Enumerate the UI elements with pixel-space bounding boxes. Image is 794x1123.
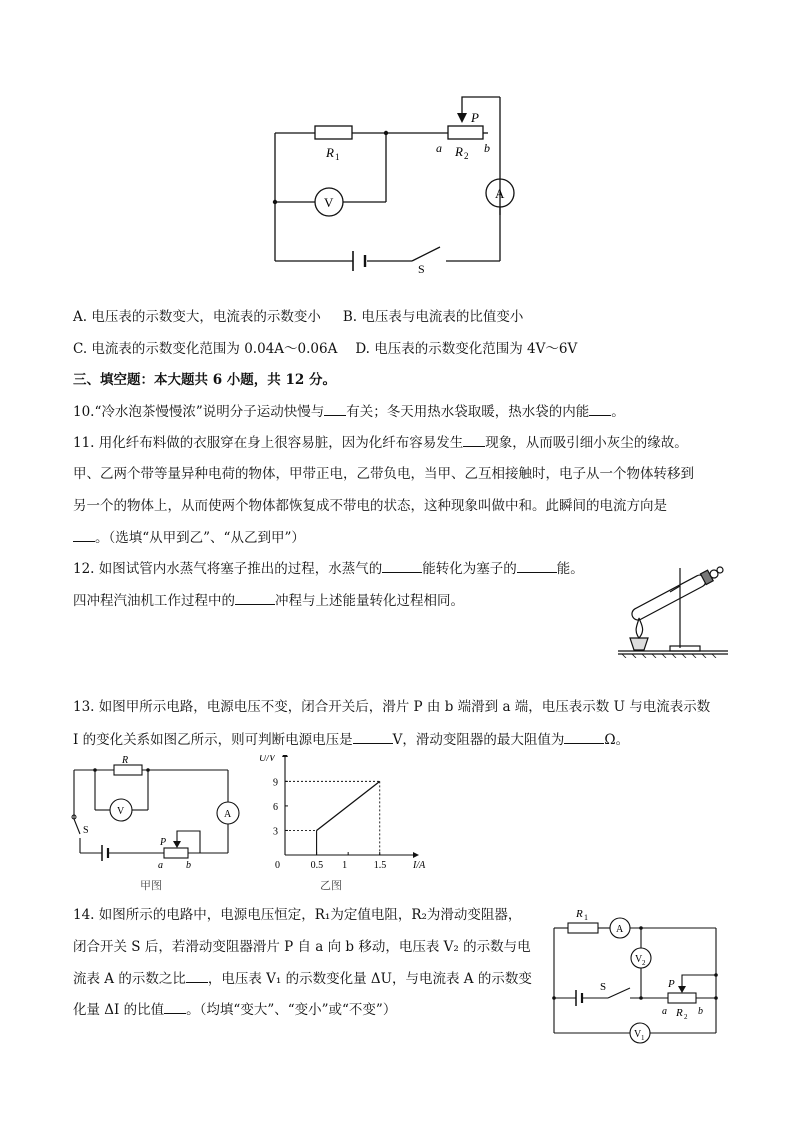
rheostat-r2 xyxy=(668,993,696,1003)
question-11-line2: 甲、乙两个带等量异种电荷的物体，甲带正电，乙带负电，当甲、乙互相接触时，电子从一个物体转移到 xyxy=(73,466,694,482)
series-line xyxy=(317,781,380,830)
question-11-line3: 另一个的物体上，从而使两个物体都恢复成不带电的状态，这种现象叫做中和。此瞬间的电流方向是 xyxy=(73,498,667,514)
rheostat-r2 xyxy=(448,126,483,139)
svg-text:R: R xyxy=(576,908,583,920)
svg-text:A: A xyxy=(616,924,624,935)
label-voltmeter: V xyxy=(324,195,334,210)
y-axis-arrow xyxy=(282,755,288,757)
blank[interactable] xyxy=(517,558,557,573)
svg-text:R: R xyxy=(122,755,129,766)
blank[interactable] xyxy=(164,999,186,1014)
x-tick-label: 1.5 xyxy=(373,860,387,871)
caption-jia: 甲图 xyxy=(140,880,162,892)
question-13-line1: 13. 如图甲所示电路，电源电压不变，闭合开关后，滑片 P 由 b 端滑到 a 端，电压表示数 U 与电流表示数 xyxy=(73,699,711,715)
label-switch: S xyxy=(418,262,425,276)
svg-text:V: V xyxy=(117,806,125,817)
x-tick-label: 0 xyxy=(275,860,280,871)
option-d: D. 电压表的示数变化范围为 4V～6V xyxy=(355,341,578,357)
svg-text:P: P xyxy=(160,837,167,848)
label-r2: R xyxy=(455,144,463,159)
question-12-line2: 四冲程汽油机工作过程中的 冲程与上述能量转化过程相同。 xyxy=(73,590,464,611)
y-axis-label: U/V xyxy=(259,755,276,764)
section-heading: 三、填空题：本大题共 6 小题，共 12 分。 xyxy=(73,372,336,388)
option-a: A. 电压表的示数变大，电流表的示数变小 xyxy=(73,309,321,325)
y-tick-label: 6 xyxy=(273,801,278,813)
blank[interactable] xyxy=(186,968,208,983)
q14-circuit-diagram xyxy=(550,903,725,1045)
option-a-b-row xyxy=(73,307,523,327)
slider-arrow xyxy=(457,113,467,123)
option-b: B. 电压表与电流表的比值变小 xyxy=(342,309,524,325)
y-tick-label: 9 xyxy=(273,777,278,789)
resistor-r1 xyxy=(568,923,598,933)
svg-text:1: 1 xyxy=(335,152,340,162)
question-13-line2: I 的变化关系如图乙所示，则可判断电源电压是 V，滑动变阻器的最大阻值为 Ω。 xyxy=(73,729,629,750)
question-11-line4: 。（选填“从甲到乙”、“从乙到甲”） xyxy=(73,527,305,548)
label-p: P xyxy=(471,110,479,125)
svg-text:1: 1 xyxy=(641,1034,645,1042)
blank[interactable] xyxy=(589,401,611,416)
x-axis-label: I/A xyxy=(413,860,426,871)
svg-text:P: P xyxy=(668,978,675,990)
rheostat xyxy=(164,848,188,858)
question-12-line1: 12. 如图试管内水蒸气将塞子推出的过程，水蒸气的 能转化为塞子的 能。 xyxy=(73,558,584,579)
svg-text:b: b xyxy=(186,860,191,871)
question-14-line3: 流表 A 的示数之比 ，电压表 V₁ 的示数变化量 ΔU，与电流表 A 的示数变 xyxy=(73,968,532,989)
svg-text:A: A xyxy=(224,809,232,820)
y-tick-label: 3 xyxy=(273,826,278,838)
svg-text:a: a xyxy=(662,1006,667,1017)
option-c: C. 电流表的示数变化范围为 0.04A～0.06A xyxy=(73,341,338,357)
question-14-line2: 闭合开关 S 后，若滑动变阻器滑片 P 自 a 向 b 移动，电压表 V₂ 的示数与电 xyxy=(73,939,531,955)
top-circuit-diagram xyxy=(260,95,530,285)
question-11-line1: 11. 用化纤布料做的衣服穿在身上很容易脏，因为化纤布容易发生 现象，从而吸引细小灰尘的缘故。 xyxy=(73,432,688,453)
x-axis-arrow xyxy=(413,852,419,858)
resistor-r1 xyxy=(315,126,352,139)
svg-text:1: 1 xyxy=(584,913,588,922)
svg-text:S: S xyxy=(83,825,89,836)
blank[interactable] xyxy=(73,527,95,542)
question-14-line1: 14. 如图所示的电路中，电源电压恒定，R₁为定值电阻，R₂为滑动变阻器， xyxy=(73,907,522,923)
svg-text:b: b xyxy=(698,1006,703,1017)
x-tick-label: 1 xyxy=(342,860,348,871)
svg-text:R: R xyxy=(676,1007,683,1019)
blank[interactable] xyxy=(564,729,604,744)
q13-chart-yi xyxy=(255,755,430,895)
svg-text:2: 2 xyxy=(464,151,469,161)
label-b: b xyxy=(484,141,490,155)
label-ammeter: A xyxy=(495,186,505,201)
question-10: 10.“冷水泡茶慢慢浓”说明分子运动快慢与 有关；冬天用热水袋取暖，热水袋的内能 。 xyxy=(73,401,625,422)
blank[interactable] xyxy=(324,401,346,416)
blank[interactable] xyxy=(463,432,485,447)
question-14-line4: 化量 ΔI 的比值 。（均填“变大”、“变小”或“不变”） xyxy=(73,999,396,1020)
resistor-r xyxy=(114,765,142,775)
q13-circuit-jia xyxy=(70,755,245,895)
svg-text:2: 2 xyxy=(642,959,646,967)
label-a: a xyxy=(436,141,442,155)
svg-text:V: V xyxy=(634,1029,642,1040)
blank[interactable] xyxy=(353,729,393,744)
x-tick-label: 0.5 xyxy=(310,860,324,871)
test-tube-figure xyxy=(618,562,728,658)
blank[interactable] xyxy=(382,558,422,573)
label-r1: R xyxy=(326,145,334,160)
svg-text:V: V xyxy=(635,954,643,965)
option-c-d-row xyxy=(73,339,577,359)
svg-text:S: S xyxy=(600,981,607,993)
blank[interactable] xyxy=(235,590,275,605)
caption-yi: 乙图 xyxy=(320,880,342,892)
svg-text:2: 2 xyxy=(684,1013,688,1021)
svg-text:a: a xyxy=(158,860,163,871)
